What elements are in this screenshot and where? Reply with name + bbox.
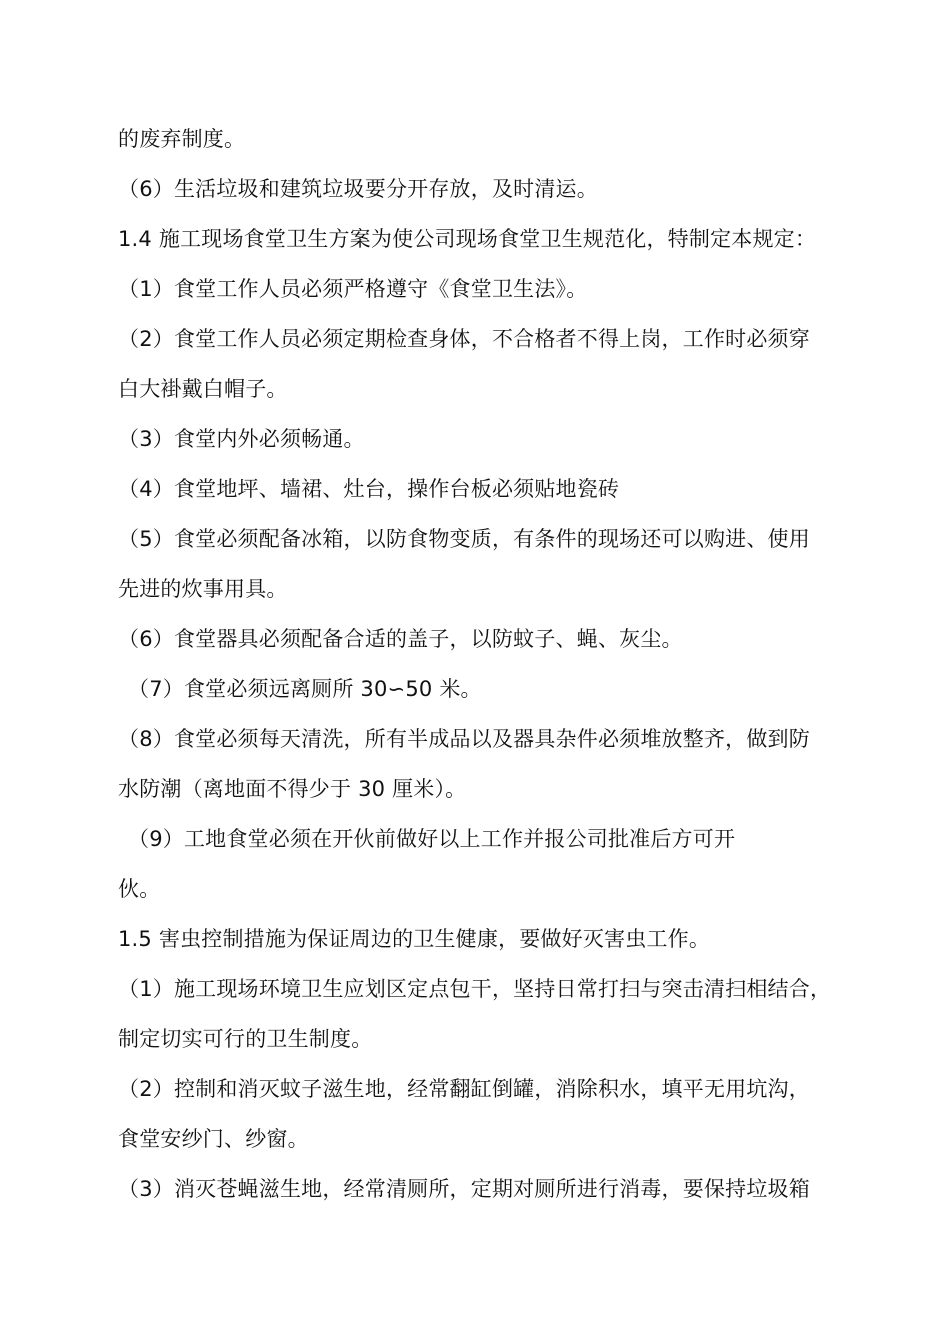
text-line-7: （3）食堂内外必须畅通。 [118,427,365,451]
text-line-11: （6）食堂器具必须配备合适的盖子，以防蚊子、蝇、灰尘。 [118,627,683,651]
text-line-21: 食堂安纱门、纱窗。 [118,1127,309,1151]
text-line-20: （2）控制和消灭蚊子滋生地，经常翻缸倒罐，消除积水，填平无用坑沟， [118,1077,810,1101]
text-line-15: （9）工地食堂必须在开伙前做好以上工作并报公司批准后方可开 [128,827,736,851]
text-line-9: （5）食堂必须配备冰箱，以防食物变质，有条件的现场还可以购进、使用 [118,527,810,551]
text-line-16: 伙。 [118,877,161,901]
text-line-12: （7）食堂必须远离厕所 30∽50 米。 [128,677,482,701]
section-heading-1-5: 1.5 害虫控制措施为保证周边的卫生健康，要做好灭害虫工作。 [118,927,711,951]
text-line-18: （1）施工现场环境卫生应划区定点包干，坚持日常打扫与突击清扫相结合， [118,977,832,1001]
text-line-1: 的废弃制度。 [118,127,246,151]
text-line-13: （8）食堂必须每天清洗，所有半成品以及器具杂件必须堆放整齐，做到防 [118,727,810,751]
section-heading-1-4: 1.4 施工现场食堂卫生方案为使公司现场食堂卫生规范化，特制定本规定： [118,227,817,251]
text-line-19: 制定切实可行的卫生制度。 [118,1027,373,1051]
text-line-4: （1）食堂工作人员必须严格遵守《食堂卫生法》。 [118,277,588,301]
text-line-14: 水防潮（离地面不得少于 30 厘米）。 [118,777,467,801]
text-line-2: （6）生活垃圾和建筑垃圾要分开存放，及时清运。 [118,177,598,201]
text-line-6: 白大褂戴白帽子。 [118,377,288,401]
text-line-10: 先进的炊事用具。 [118,577,288,601]
text-line-8: （4）食堂地坪、墙裙、灶台，操作台板必须贴地瓷砖 [118,477,620,501]
text-line-22: （3）消灭苍蝇滋生地，经常清厕所，定期对厕所进行消毒，要保持垃圾箱 [118,1177,810,1201]
text-line-5: （2）食堂工作人员必须定期检查身体，不合格者不得上岗，工作时必须穿 [118,327,810,351]
